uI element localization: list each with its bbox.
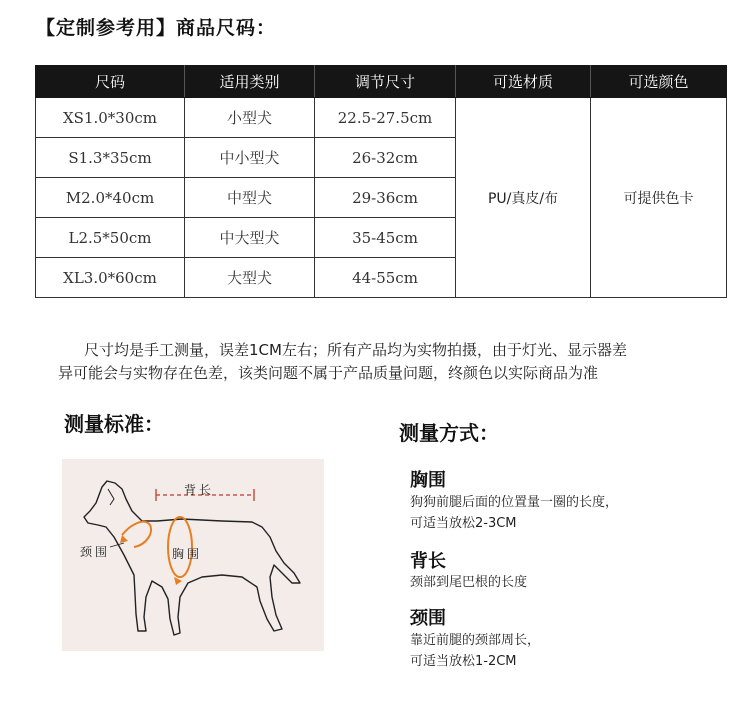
method-panel — [398, 456, 698, 682]
header-category: 适用类别 — [185, 66, 315, 98]
table-row — [36, 98, 727, 138]
cell-material: PU/真皮/布 — [456, 98, 591, 298]
header-size: 尺码 — [36, 66, 185, 98]
back-desc-1: 颈部到尾巴根的长度 — [410, 575, 528, 590]
note-line-2: 异可能会与实物存在色差，该类问题不属于产品质量问题，终颜色以实际商品为准 — [58, 364, 599, 382]
chest-desc-2: 可适当放松2-3CM — [410, 516, 517, 531]
cell-size: XL3.0*60cm — [36, 258, 185, 298]
disclaimer-note — [58, 339, 738, 385]
label-back-length: 背长 — [184, 483, 215, 497]
cell-adjust: 35-45cm — [315, 218, 456, 258]
chest-desc-1: 狗狗前腿后面的位置量一圈的长度， — [410, 495, 619, 510]
method-heading: 测量方式： — [399, 421, 499, 445]
note-line-1: 尺寸均是手工测量，误差1CM左右；所有产品均为实物拍摄，由于灯光、显示器差 — [84, 341, 627, 359]
cell-category: 中型犬 — [185, 178, 315, 218]
page-title: 【定制参考用】商品尺码： — [36, 17, 277, 39]
label-neck: 颈围 — [80, 545, 111, 559]
cell-color: 可提供色卡 — [591, 98, 727, 298]
header-material: 可选材质 — [456, 66, 591, 98]
neck-desc-1: 靠近前腿的颈部周长， — [410, 633, 541, 648]
header-color: 可选颜色 — [591, 66, 727, 98]
measure-diagram — [62, 459, 324, 651]
size-table — [35, 65, 727, 298]
neck-desc-2: 可适当放松1-2CM — [410, 654, 517, 669]
neck-loop — [122, 522, 151, 547]
label-chest: 胸围 — [172, 547, 203, 561]
cell-category: 中大型犬 — [185, 218, 315, 258]
neck-title: 颈围 — [410, 608, 446, 629]
cell-adjust: 29-36cm — [315, 178, 456, 218]
cell-category: 大型犬 — [185, 258, 315, 298]
cell-size: S1.3*35cm — [36, 138, 185, 178]
cell-category: 中小型犬 — [185, 138, 315, 178]
cell-size: L2.5*50cm — [36, 218, 185, 258]
table-header-row — [36, 66, 727, 98]
cell-category: 小型犬 — [185, 98, 315, 138]
back-title: 背长 — [410, 551, 446, 572]
cell-size: M2.0*40cm — [36, 178, 185, 218]
cell-adjust: 44-55cm — [315, 258, 456, 298]
standard-heading: 测量标准： — [64, 412, 164, 436]
cell-adjust: 22.5-27.5cm — [315, 98, 456, 138]
cell-adjust: 26-32cm — [315, 138, 456, 178]
cell-size: XS1.0*30cm — [36, 98, 185, 138]
chest-title: 胸围 — [410, 470, 446, 491]
header-adjust: 调节尺寸 — [315, 66, 456, 98]
